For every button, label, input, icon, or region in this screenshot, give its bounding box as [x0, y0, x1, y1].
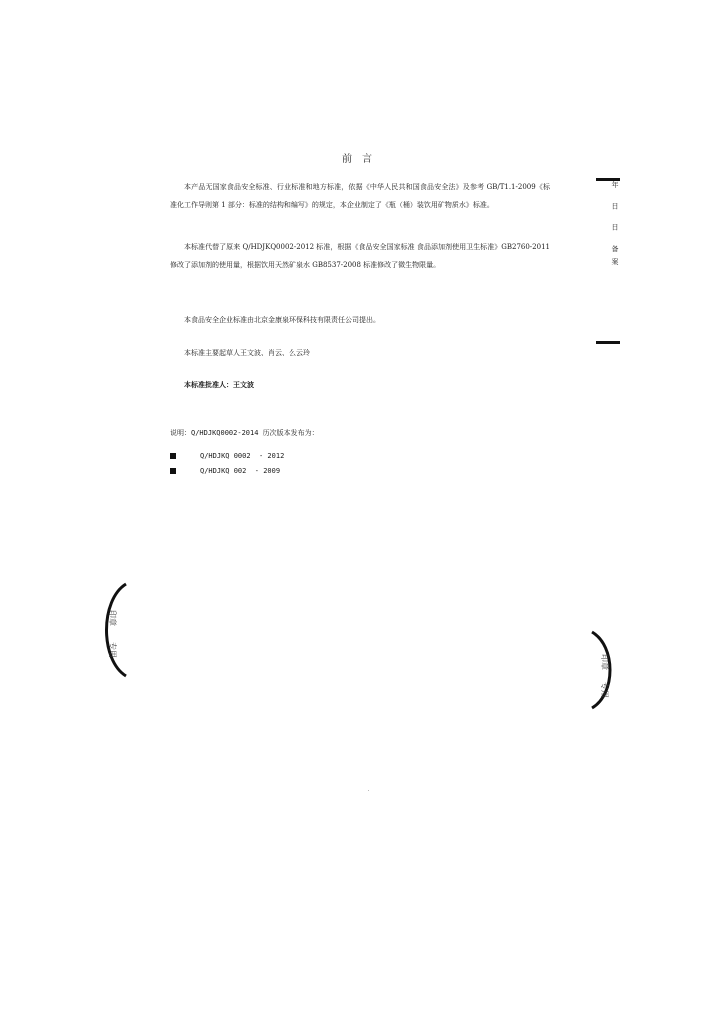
seal-stamp-left	[92, 580, 132, 680]
history-item	[170, 452, 284, 460]
bullet-icon	[170, 468, 176, 474]
side-stamp-text: 年 日 日 备案	[596, 178, 620, 344]
svg-text:专用: 专用	[108, 642, 117, 658]
approver-line: 本标准批准人：王文波	[184, 380, 254, 389]
page-title: 前言	[342, 154, 382, 165]
proposer-line: 本食品安全企业标准由北京金康泉环保科技有限责任公司提出。	[184, 316, 380, 324]
drafters-line: 本标准主要起草人王文波、肖云、么云玲	[184, 349, 310, 357]
bullet-icon	[170, 453, 176, 459]
history-item-text: Q/HDJKQ 002 - 2009	[200, 467, 281, 475]
history-item-text: Q/HDJKQ 0002 - 2012	[200, 452, 285, 460]
scan-speck	[368, 790, 369, 791]
svg-text:印章: 印章	[108, 610, 117, 626]
seal-stamp-right	[588, 628, 624, 712]
paragraph-basis: 本产品无国家食品安全标准、行业标准和地方标准，依据《中华人民共和国食品安全法》及参考 GB/T1.1-2009《标准化工作导则第 1 部分：标准的结构和编写》的规定，本企业制定了《瓶（桶）装饮用矿物质水》标准。	[170, 183, 550, 209]
svg-text:专用: 专用	[600, 682, 609, 698]
svg-text:印章: 印章	[600, 654, 609, 670]
history-item	[170, 467, 280, 475]
history-note: 说明：Q/HDJKQ0002-2014 历次版本发布为：	[170, 429, 319, 437]
paragraph-replacement: 本标准代替了原来 Q/HDJKQ0002-2012 标准，根据《食品安全国家标准 食品添加剂使用卫生标准》GB2760-2011 修改了添加剂的使用量，根据饮用天然矿泉水 GB8537-2008 标准修改了微生物限量。	[170, 243, 550, 269]
